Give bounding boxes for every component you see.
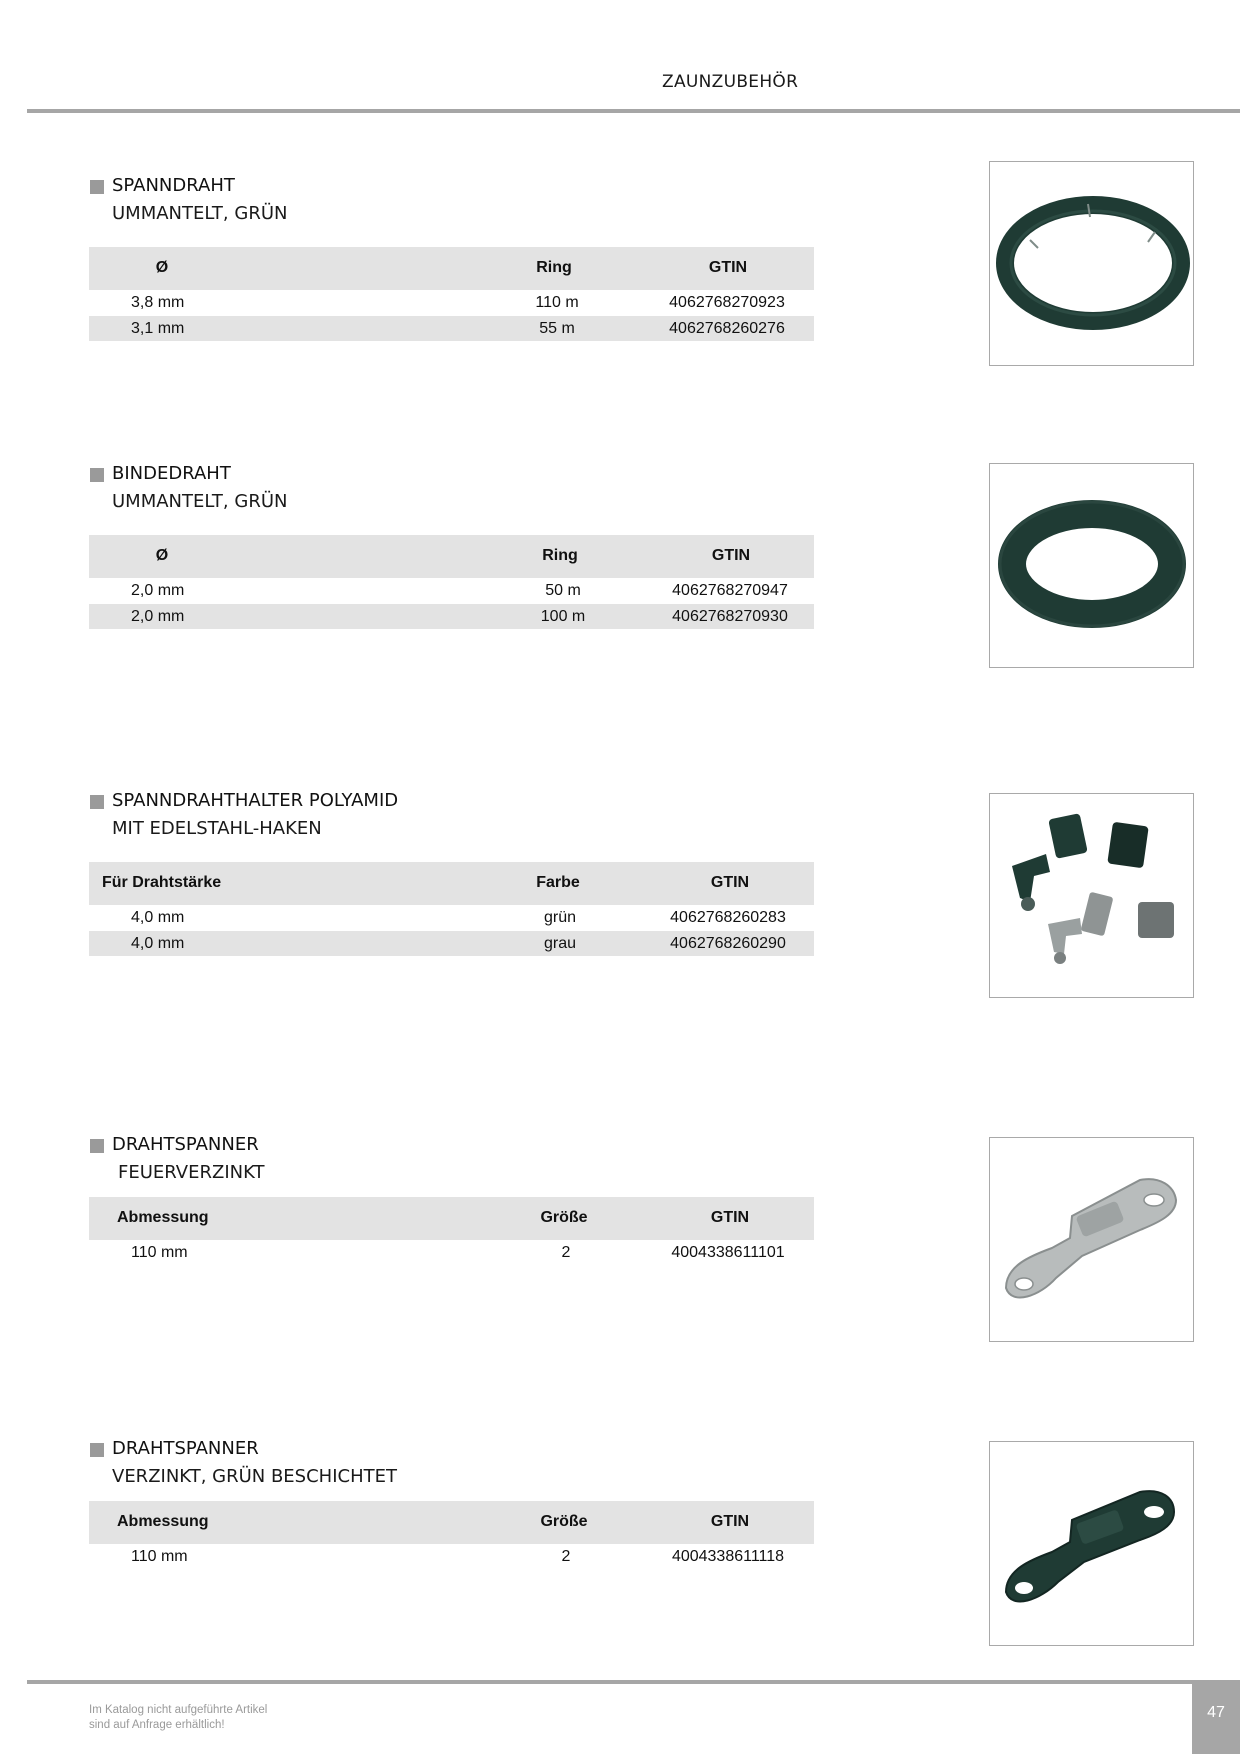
- product-subtitle: UMMANTELT, GRÜN: [112, 203, 288, 224]
- table-row: [89, 1240, 814, 1265]
- table-cell: 4004338611101: [671, 1244, 785, 1261]
- table-cell: 4062768260283: [670, 909, 786, 926]
- table-cell: 50 m: [545, 582, 581, 599]
- column-header: Größe: [540, 1513, 588, 1530]
- product-name: DRAHTSPANNER: [112, 1134, 259, 1155]
- column-header: Farbe: [536, 874, 580, 891]
- column-header: Größe: [540, 1209, 588, 1226]
- column-header: Ø: [155, 259, 169, 276]
- table-cell: 4004338611118: [671, 1548, 785, 1565]
- table-header: [89, 1501, 814, 1544]
- table-row: [89, 316, 814, 341]
- table-row: [89, 1544, 814, 1569]
- table-row: [89, 905, 814, 930]
- table-cell: 2: [561, 1548, 571, 1565]
- table-cell: 3,8 mm: [131, 294, 185, 311]
- table-row: [89, 578, 814, 603]
- footer-note-line: Im Katalog nicht aufgeführte Artikel: [89, 1704, 268, 1716]
- header-rule: [27, 109, 1240, 113]
- table-row: [89, 604, 814, 629]
- product-name: SPANNDRAHTHALTER POLYAMID: [112, 790, 399, 811]
- product-subtitle: FEUERVERZINKT: [118, 1162, 265, 1183]
- table-row: [89, 290, 814, 315]
- product-name: BINDEDRAHT: [112, 463, 231, 484]
- table-cell: 2,0 mm: [131, 582, 185, 599]
- table-row: [89, 931, 814, 956]
- table-cell: 110 mm: [131, 1244, 188, 1261]
- square-bullet-icon: [90, 180, 104, 194]
- table-cell: 55 m: [539, 320, 575, 337]
- product-subtitle: UMMANTELT, GRÜN: [112, 491, 288, 512]
- column-header: GTIN: [710, 1209, 750, 1226]
- table-cell: 4062768260276: [669, 320, 785, 337]
- table-cell: 4062768270923: [669, 294, 785, 311]
- table-cell: grau: [543, 935, 577, 952]
- table-cell: 3,1 mm: [131, 320, 185, 337]
- table-header: [89, 247, 814, 290]
- table-cell: 2,0 mm: [131, 608, 185, 625]
- column-header: GTIN: [710, 1513, 750, 1530]
- table-cell: 4062768270947: [672, 582, 788, 599]
- table-cell: 100 m: [540, 608, 586, 625]
- page-number: 47: [1207, 1704, 1225, 1721]
- table-cell: 4062768270930: [672, 608, 788, 625]
- column-header: Ø: [155, 547, 169, 564]
- section-title: ZAUNZUBEHÖR: [662, 72, 799, 92]
- column-header: Abmessung: [117, 1513, 209, 1530]
- square-bullet-icon: [90, 1443, 104, 1457]
- column-header: Abmessung: [117, 1209, 209, 1226]
- table-header: [89, 1197, 814, 1240]
- table-cell: 110 m: [535, 294, 579, 311]
- column-header: GTIN: [708, 259, 748, 276]
- square-bullet-icon: [90, 1139, 104, 1153]
- product-subtitle: MIT EDELSTAHL-HAKEN: [112, 818, 322, 839]
- table-cell: grün: [543, 909, 577, 926]
- product-name: DRAHTSPANNER: [112, 1438, 259, 1459]
- table-cell: 2: [561, 1244, 571, 1261]
- product-name: SPANNDRAHT: [112, 175, 235, 196]
- column-header: Für Drahtstärke: [102, 874, 222, 891]
- square-bullet-icon: [90, 795, 104, 809]
- footer-note: [89, 1703, 267, 1733]
- footer-note-line: sind auf Anfrage erhältlich!: [89, 1719, 225, 1731]
- column-header: GTIN: [711, 547, 751, 564]
- product-image-bindedraht: [989, 463, 1194, 668]
- column-header: Ring: [542, 547, 578, 564]
- table-cell: 4,0 mm: [131, 909, 185, 926]
- product-image-drahtspanner-gruen: [989, 1441, 1194, 1646]
- product-image-drahtspanner-feuerverzinkt: [989, 1137, 1194, 1342]
- product-image-spanndrahthalter: [989, 793, 1194, 998]
- footer-rule: [27, 1680, 1192, 1684]
- table-cell: 4,0 mm: [131, 935, 185, 952]
- table-cell: 110 mm: [131, 1548, 188, 1565]
- square-bullet-icon: [90, 468, 104, 482]
- product-subtitle: VERZINKT, GRÜN BESCHICHTET: [112, 1466, 397, 1487]
- table-header: [89, 535, 814, 578]
- table-cell: 4062768260290: [670, 935, 786, 952]
- table-header: [89, 862, 814, 905]
- page-number-box: [1192, 1680, 1240, 1754]
- product-image-spanndraht: [989, 161, 1194, 366]
- column-header: Ring: [536, 259, 572, 276]
- column-header: GTIN: [710, 874, 750, 891]
